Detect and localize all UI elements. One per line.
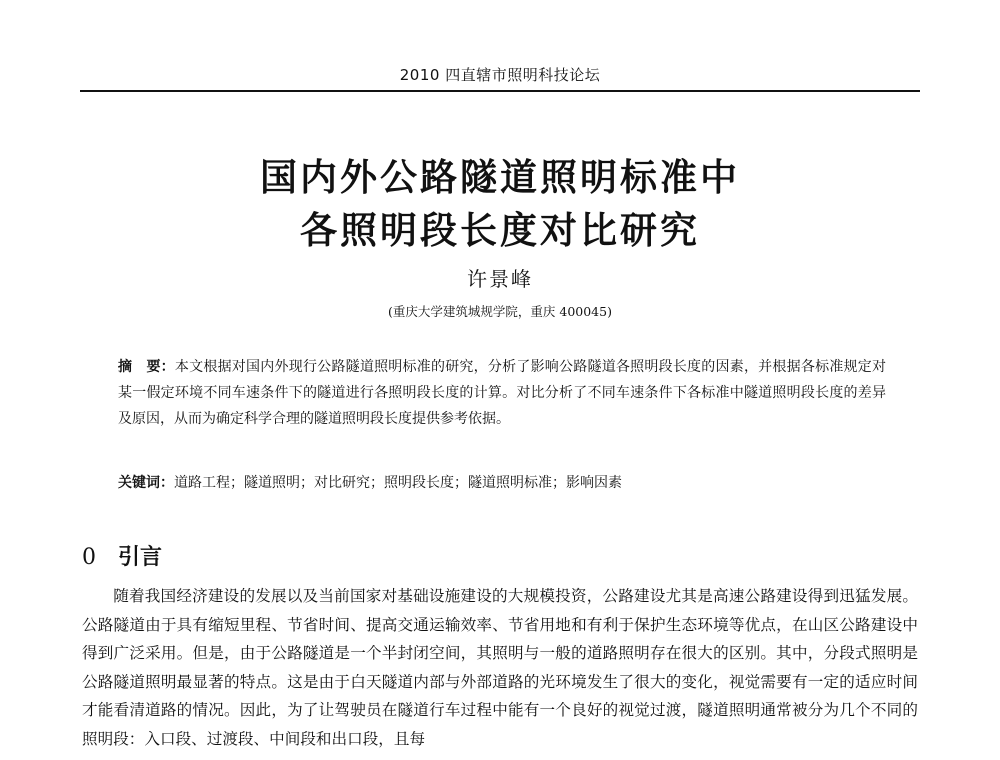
abstract-text: 本文根据对国内外现行公路隧道照明标准的研究，分析了影响公路隧道各照明段长度的因素，并根据各标准规定对某一假定环境不同车速条件下的隧道进行各照明段长度的计算。对比分析了不同车速条件下各标准中隧道照明段长度的差异及原因，从而为确定科学合理的隧道照明段长度提供参考依据。 xyxy=(118,359,886,427)
keywords-label: 关键词： xyxy=(118,475,174,491)
paper-title-line-1: 国内外公路隧道照明标准中 xyxy=(260,156,740,199)
author-name: 许景峰 xyxy=(467,267,533,291)
intro-paragraph: 随着我国经济建设的发展以及当前国家对基础设施建设的大规模投资，公路建设尤其是高速公路建设得到迅猛发展。公路隧道由于具有缩短里程、节省时间、提高交通运输效率、节省用地和有利于保护生态环境等优点，在山区公路建设中得到广泛采用。但是，由于公路隧道是一个半封闭空间，其照明与一般的道路照明存在很大的区别。其中，分段式照明是公路隧道照明最显著的特点。这是由于白天隧道内部与外部道路的光环境发生了很大的变化，视觉需要有一定的适应时间才能看清道路的情况。因此，为了让驾驶员在隧道行车过程中能有一个良好的视觉过渡，隧道照明通常被分为几个不同的照明段：入口段、过渡段、中间段和出口段，且每 xyxy=(82,587,918,748)
header-rule xyxy=(80,90,920,92)
keywords xyxy=(118,470,886,496)
running-header: 2010 四直辖市照明科技论坛 xyxy=(399,66,601,84)
section-number: 0 xyxy=(82,545,96,570)
paper-title-line-2: 各照明段长度对比研究 xyxy=(300,209,700,252)
section-heading xyxy=(82,540,162,571)
abstract xyxy=(118,354,886,432)
abstract-label: 摘 要： xyxy=(118,359,175,375)
section-title: 引言 xyxy=(118,545,163,570)
author-affiliation: (重庆大学建筑城规学院，重庆 400045) xyxy=(388,304,612,319)
keywords-text: 道路工程；隧道照明；对比研究；照明段长度；隧道照明标准；影响因素 xyxy=(174,475,622,491)
